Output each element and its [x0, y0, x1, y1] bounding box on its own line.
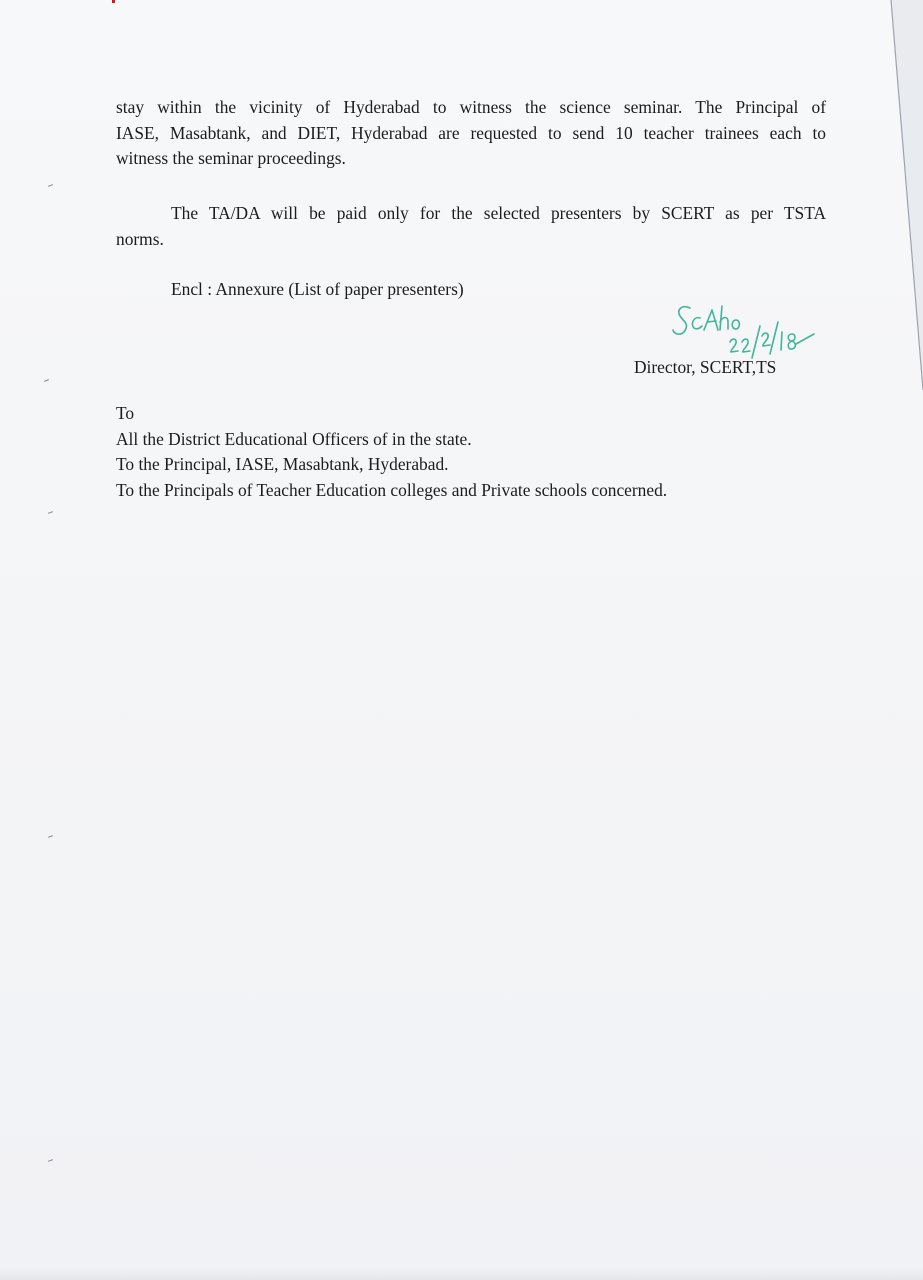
enclosure-note: Encl : Annexure (List of paper presenters) — [171, 279, 464, 299]
recipient-line: To the Principal, IASE, Masabtank, Hyderabad. — [116, 454, 449, 474]
paragraph-tada — [116, 201, 826, 252]
paragraph-line: witness the seminar proceedings. — [116, 148, 346, 168]
paragraph-line: IASE, Masabtank, and DIET, Hyderabad are requested to send 10 teacher trainees each to — [116, 122, 826, 143]
page-fold-edge — [843, 0, 923, 390]
margin-tick — [48, 184, 53, 187]
paragraph-seminar — [116, 95, 826, 172]
recipient-line: All the District Educational Officers of in the state. — [116, 428, 472, 449]
signatory-title: Director, SCERT,TS — [634, 357, 777, 377]
paragraph-line: stay within the vicinity of Hyderabad to witness the science seminar. The Principal of — [116, 97, 826, 117]
margin-tick — [48, 1159, 53, 1162]
margin-tick — [48, 511, 53, 514]
margin-tick — [48, 835, 53, 838]
recipient-line: To the Principals of Teacher Education colleges and Private schools concerned. — [116, 479, 668, 500]
recipients-to: To — [116, 403, 135, 423]
margin-tick — [44, 379, 49, 382]
recipients-block — [116, 401, 667, 503]
scan-mark — [112, 0, 115, 3]
scan-bottom-edge — [0, 1268, 923, 1280]
paragraph-line: norms. — [116, 228, 164, 249]
paragraph-line: The TA/DA will be paid only for the selected presenters by SCERT as per TSTA — [171, 203, 826, 223]
